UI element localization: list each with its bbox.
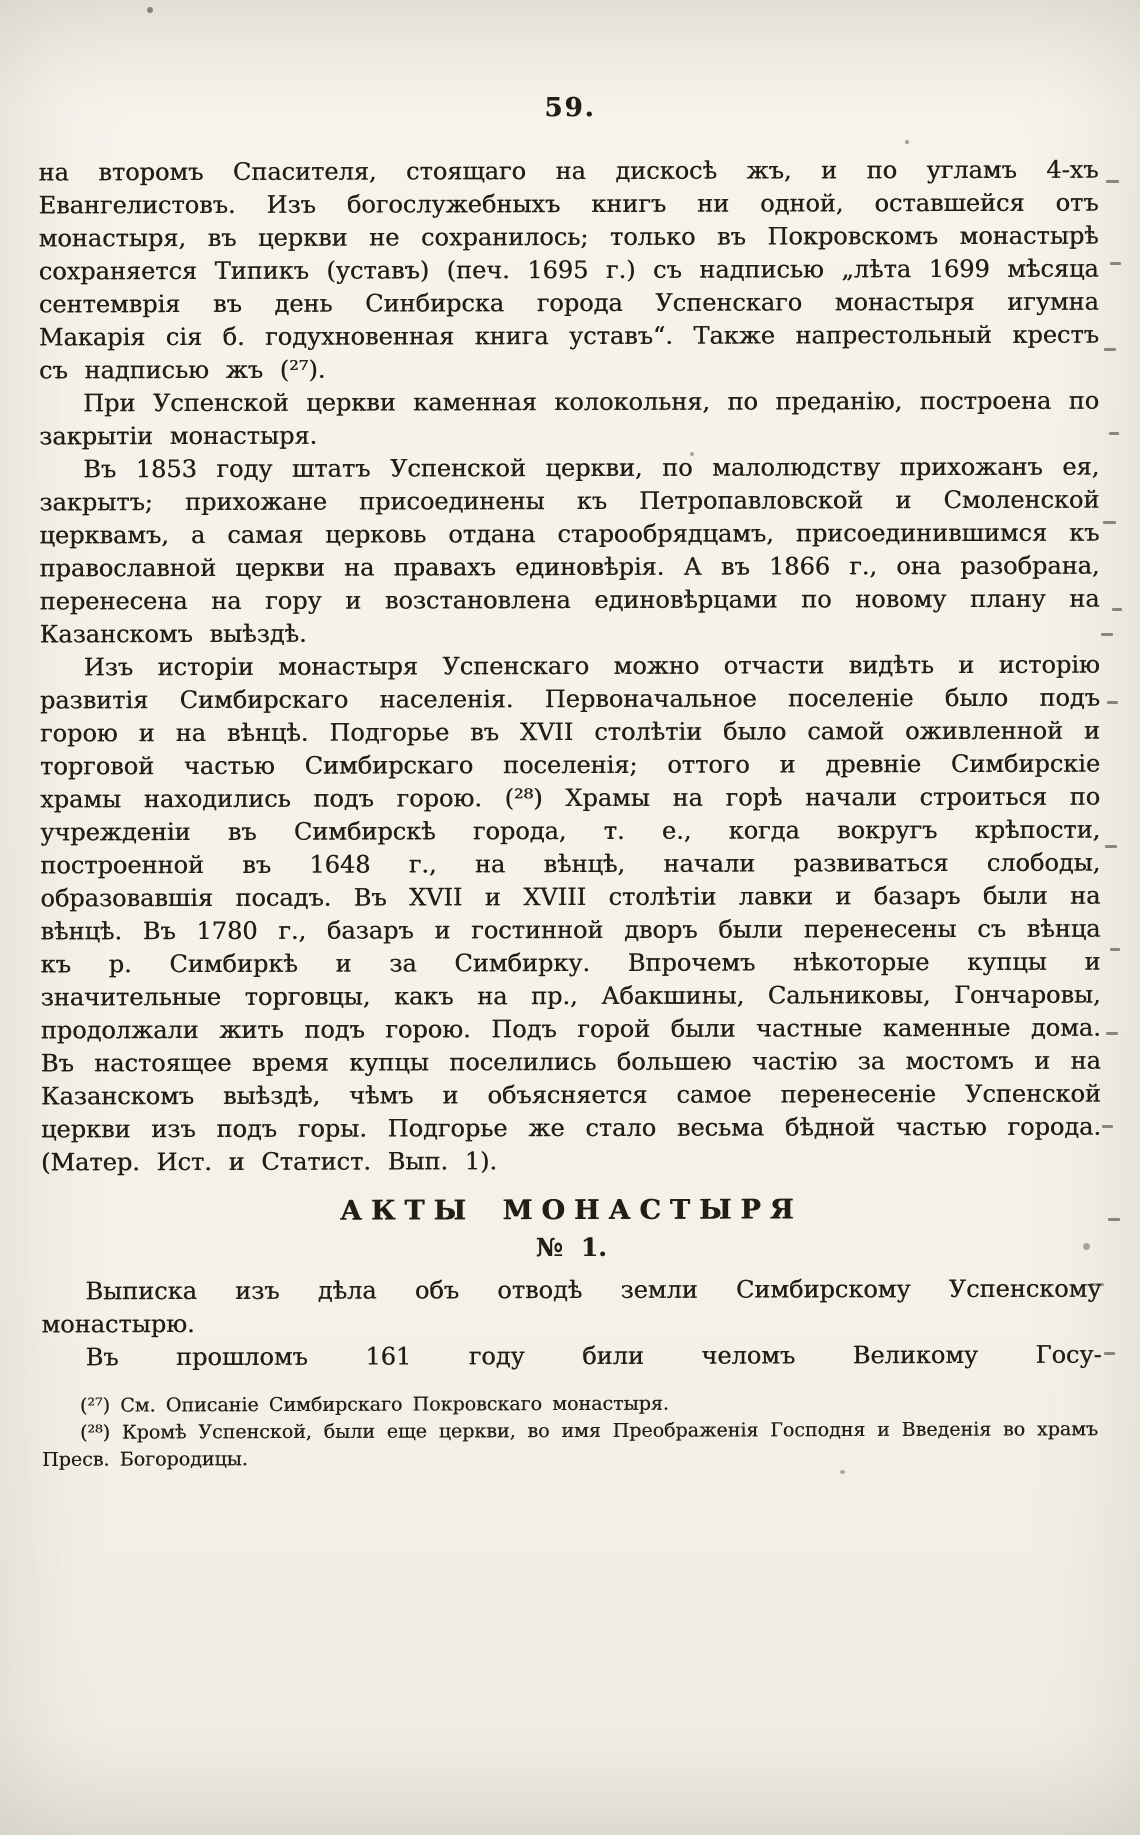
scan-artifact <box>1110 948 1120 951</box>
scan-artifact <box>1106 1032 1118 1035</box>
paragraph-bell-tower: При Успенской церкви каменная колокольня, по преданію, построена по закрытіи монастыря. <box>39 386 1100 451</box>
scan-artifact <box>1108 1218 1120 1221</box>
scan-artifact <box>1112 608 1122 611</box>
paragraph-continuation: на второмъ Спасителя, стоящаго на дискосѣ жъ, и по угламъ 4-хъ Евангелистовъ. Изъ богослужебныхъ книгъ ни одной, оставшейся отъ монастыря, въ церкви не сохранилось; только въ Покровскомъ монастырѣ сохраняется Типикъ (уставъ) (печ. 1695 г.) съ надписью „лѣта 1699 мѣсяца сентемврія въ день Синбирска города Успенскаго монастыря игумна Макарія сія б. годухновенная книга уставъ“. Также напрестольный крестъ съ надписью жъ (²⁷). <box>38 155 1099 385</box>
scan-artifact <box>1107 701 1118 704</box>
scan-artifact <box>1109 432 1119 435</box>
scan-artifact <box>690 452 694 456</box>
paragraph-1853-closure: Въ 1853 году штатъ Успенской церкви, по малолюдству прихожанъ ея, закрытъ; прихожане присоединены къ Петропавловской и Смоленской церквамъ, а самая церковь отдана старообрядцамъ, присоединившимся къ православной церкви на правахъ единовѣрія. А въ 1866 г., она разобрана, перенесена на гору и возстановлена единовѣрцами по новому плану на Казанскомъ выѣздѣ. <box>39 452 1100 649</box>
acts-paragraph-extract: Выписка изъ дѣла объ отводѣ земли Симбирскому Успенскому монастырю. <box>41 1274 1102 1339</box>
footnote-27: (²⁷) См. Описаніе Симбирскаго Покровскаго монастыря. <box>79 1392 669 1417</box>
scan-artifact <box>1104 348 1116 351</box>
scan-artifact <box>1103 521 1116 524</box>
scan-artifact <box>1106 180 1119 183</box>
scan-artifact <box>1102 1125 1113 1128</box>
scan-artifact <box>1110 262 1121 265</box>
page-number: 59. <box>544 93 596 123</box>
scan-artifact <box>1105 845 1117 848</box>
scan-artifact <box>905 140 909 144</box>
scan-artifact <box>1101 633 1113 636</box>
scan-artifact <box>1090 1283 1104 1286</box>
section-heading: АКТЫ МОНАСТЫРЯ <box>339 1194 803 1227</box>
scan-artifact <box>840 1470 845 1474</box>
scan-artifact <box>1083 1243 1090 1250</box>
scan-artifact <box>147 7 153 13</box>
acts-paragraph-petition: Въ прошломъ 161 году били челомъ Великому Госу- <box>85 1340 1102 1372</box>
footnotes-block <box>42 1389 1098 1474</box>
scan-artifact <box>1104 1352 1115 1355</box>
document-number: № 1. <box>535 1232 607 1263</box>
main-text <box>38 154 1101 1375</box>
paragraph-history: Изъ исторіи монастыря Успенскаго можно отчасти видѣть и исторію развитія Симбирскаго населенія. Первоначальное поселеніе было подъ горою и на вѣнцѣ. Подгорье въ XVII столѣтіи было самой оживленной и торговой частью Симбирскаго поселенія; оттого и древніе Симбирскіе храмы находились подъ горою. (²⁸) Храмы на горѣ начали строиться по учрежденіи въ Симбирскѣ города, т. е., когда вокругъ крѣпости, построенной въ 1648 г., на вѣнцѣ, начали развиваться слободы, образовавшія посадъ. Въ XVII и XVIII столѣтіи лавки и базаръ были на вѣнцѣ. Въ 1780 г., базаръ и гостинной дворъ были перенесены съ вѣнца къ р. Симбиркѣ и за Симбирку. Впрочемъ нѣкоторые купцы и значительные торговцы, какъ на пр., Абакшины, Сальниковы, Гончаровы, продолжали жить подъ горою. Подъ горой были частные каменные дома. Въ настоящее время купцы поселились большею частію за мостомъ и на Казанскомъ выѣздѣ, чѣмъ и объясняется самое перенесеніе Успенской церкви изъ подъ горы. Подгорье же стало весьма бѣдной частью города. (Матер. Ист. и Статист. Вып. 1). <box>39 650 1101 1177</box>
footnote-28: (²⁸) Кромѣ Успенской, были еще церкви, во имя Преображенія Господня и Введенія во храмъ Пресв. Богородицы. <box>42 1418 1099 1471</box>
